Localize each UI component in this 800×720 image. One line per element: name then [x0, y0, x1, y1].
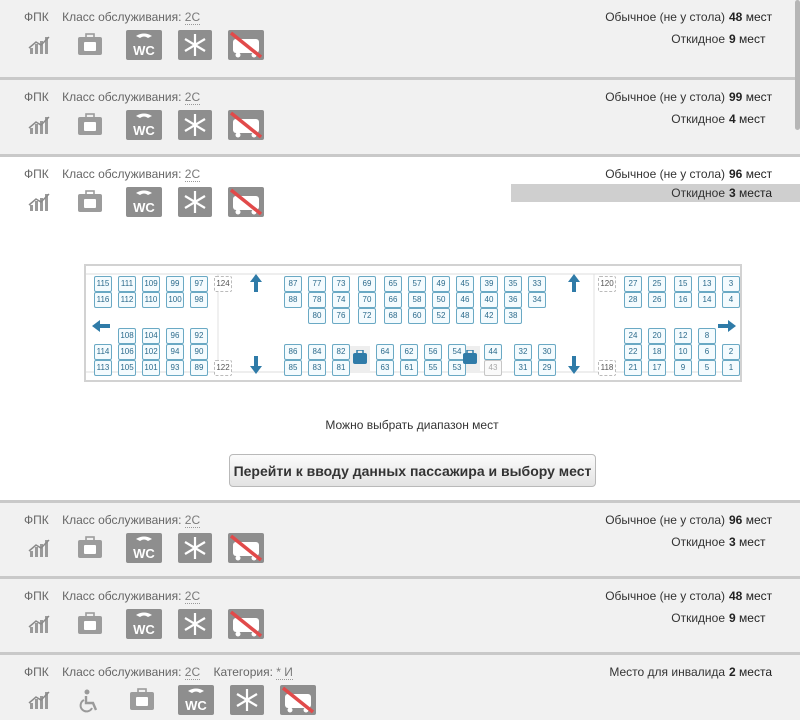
seat[interactable]: 87	[284, 276, 302, 292]
seat[interactable]: 102	[142, 344, 160, 360]
seat-info	[480, 90, 800, 134]
car-block[interactable]	[0, 655, 800, 720]
seat[interactable]: 80	[308, 308, 326, 324]
arrow-left-icon	[92, 320, 110, 332]
seat[interactable]: 50	[432, 292, 450, 308]
seat[interactable]: 96	[166, 328, 184, 344]
snowflake-icon	[178, 609, 212, 642]
seat[interactable]: 86	[284, 344, 302, 360]
luggage-icon	[128, 688, 156, 715]
class-label: Класс обслуживания:	[62, 513, 182, 527]
svg-text:WC: WC	[185, 698, 207, 713]
class-value[interactable]: 2С	[184, 167, 201, 181]
wc-icon	[178, 685, 214, 718]
svg-text:WC: WC	[133, 123, 155, 138]
svg-text:WC: WC	[133, 200, 155, 215]
luggage-icon	[76, 190, 104, 217]
carrier-label: ФПК	[24, 167, 49, 181]
arrow-down-icon	[250, 356, 262, 374]
class-value[interactable]: 2С	[184, 665, 201, 679]
seat[interactable]: 110	[142, 292, 160, 308]
signal-bars-icon	[28, 613, 50, 638]
car-block[interactable]	[0, 579, 800, 652]
luggage-icon	[76, 612, 104, 639]
seat-count: 96 мест	[729, 513, 773, 527]
seat[interactable]: 92	[190, 328, 208, 344]
seat-info	[480, 10, 800, 54]
seat-count: 3 мест	[729, 535, 766, 549]
seat-type: Место для инвалида	[609, 665, 725, 679]
no-pets-icon	[228, 30, 264, 63]
seat-row	[480, 112, 800, 134]
seat-count: 96 мест	[729, 167, 773, 181]
seat[interactable]: 28	[624, 292, 642, 308]
seat[interactable]: 48	[456, 308, 474, 324]
car-block[interactable]	[0, 80, 800, 154]
snowflake-icon	[178, 187, 212, 220]
seat-row	[480, 90, 800, 112]
car-meta	[24, 665, 293, 679]
seat[interactable]: 63	[376, 360, 394, 376]
seat[interactable]: 66	[384, 292, 402, 308]
seat[interactable]: 84	[308, 344, 326, 360]
seat-info	[480, 589, 800, 633]
seat[interactable]: 124	[214, 276, 232, 292]
arrow-down-icon	[568, 356, 580, 374]
carrier-label: ФПК	[24, 589, 49, 603]
seat-type: Откидное	[671, 32, 725, 46]
seat-count: 99 мест	[729, 90, 773, 104]
seat[interactable]: 97	[190, 276, 208, 292]
seat-type: Обычное (не у стола)	[605, 513, 725, 527]
car-block[interactable]	[0, 0, 800, 77]
seat[interactable]: 27	[624, 276, 642, 292]
seat[interactable]: 99	[166, 276, 184, 292]
seat[interactable]: 108	[118, 328, 136, 344]
wc-icon	[126, 30, 162, 63]
no-pets-icon	[228, 533, 264, 566]
luggage-icon	[76, 536, 104, 563]
seat[interactable]: 62	[400, 344, 418, 360]
seat[interactable]: 111	[118, 276, 136, 292]
seat[interactable]: 24	[624, 328, 642, 344]
seat[interactable]: 83	[308, 360, 326, 376]
seat[interactable]: 72	[358, 308, 376, 324]
seat[interactable]: 36	[504, 292, 522, 308]
arrow-up-icon	[568, 274, 580, 292]
seat[interactable]: 73	[332, 276, 350, 292]
wheelchair-icon	[78, 689, 100, 716]
seat-count: 4 мест	[729, 112, 766, 126]
wc-icon	[126, 609, 162, 642]
seat[interactable]: 78	[308, 292, 326, 308]
seat[interactable]: 45	[456, 276, 474, 292]
seat[interactable]: 32	[514, 344, 532, 360]
seat[interactable]: 98	[190, 292, 208, 308]
seat[interactable]: 33	[528, 276, 546, 292]
seat[interactable]: 61	[400, 360, 418, 376]
snowflake-icon	[178, 110, 212, 143]
seat[interactable]: 118	[598, 360, 616, 376]
car-meta	[24, 90, 200, 104]
seat[interactable]: 68	[384, 308, 402, 324]
seat-count: 2 места	[729, 665, 772, 679]
seat[interactable]: 69	[358, 276, 376, 292]
seat[interactable]: 40	[480, 292, 498, 308]
seat[interactable]: 20	[648, 328, 666, 344]
seat-count: 9 мест	[729, 32, 766, 46]
signal-bars-icon	[28, 689, 50, 714]
seat[interactable]: 10	[674, 344, 692, 360]
category-value[interactable]: * И	[276, 665, 293, 679]
seat[interactable]: 30	[538, 344, 556, 360]
seat[interactable]: 6	[698, 344, 716, 360]
seat[interactable]: 4	[722, 292, 740, 308]
seat-type: Откидное	[671, 535, 725, 549]
no-pets-icon	[280, 685, 316, 718]
signal-bars-icon	[28, 34, 50, 59]
seat[interactable]: 44	[484, 344, 502, 360]
seat-type: Обычное (не у стола)	[605, 589, 725, 603]
no-pets-icon	[228, 110, 264, 143]
seat[interactable]: 114	[94, 344, 112, 360]
seat[interactable]: 65	[384, 276, 402, 292]
class-value[interactable]: 2С	[184, 513, 201, 527]
seat-row	[480, 611, 800, 633]
seat[interactable]: 89	[190, 360, 208, 376]
seat-row	[480, 513, 800, 535]
class-label: Класс обслуживания:	[62, 167, 182, 181]
seat[interactable]: 104	[142, 328, 160, 344]
wc-icon	[126, 533, 162, 566]
class-label: Класс обслуживания:	[62, 589, 182, 603]
seat-info	[480, 665, 800, 687]
snowflake-icon	[230, 685, 264, 718]
luggage-icon	[76, 113, 104, 140]
class-label: Класс обслуживания:	[62, 90, 182, 104]
seat[interactable]: 17	[648, 360, 666, 376]
seat[interactable]: 112	[118, 292, 136, 308]
seat[interactable]: 42	[480, 308, 498, 324]
seat[interactable]: 113	[94, 360, 112, 376]
seat[interactable]: 94	[166, 344, 184, 360]
no-pets-icon	[228, 609, 264, 642]
seat[interactable]: 81	[332, 360, 350, 376]
seat[interactable]: 5	[698, 360, 716, 376]
seat[interactable]: 58	[408, 292, 426, 308]
seat[interactable]: 9	[674, 360, 692, 376]
seat[interactable]: 57	[408, 276, 426, 292]
seat[interactable]: 49	[432, 276, 450, 292]
wc-icon	[126, 187, 162, 220]
seat[interactable]: 90	[190, 344, 208, 360]
class-label: Класс обслуживания:	[62, 10, 182, 24]
luggage-icon	[462, 350, 478, 364]
seat[interactable]: 109	[142, 276, 160, 292]
seat-count: 48 мест	[729, 10, 773, 24]
wc-icon	[126, 110, 162, 143]
proceed-button[interactable]: Перейти к вводу данных пассажира и выбору мест	[229, 454, 596, 487]
scrollbar[interactable]	[795, 0, 800, 130]
seat[interactable]: 46	[456, 292, 474, 308]
seat[interactable]: 3	[722, 276, 740, 292]
class-value[interactable]: 2С	[184, 10, 201, 24]
seat[interactable]: 2	[722, 344, 740, 360]
seat[interactable]: 14	[698, 292, 716, 308]
seat[interactable]: 88	[284, 292, 302, 308]
class-label: Класс обслуживания:	[62, 665, 182, 679]
carrier-label: ФПК	[24, 10, 49, 24]
seat[interactable]: 64	[376, 344, 394, 360]
seat[interactable]: 100	[166, 292, 184, 308]
seat-type: Обычное (не у стола)	[605, 167, 725, 181]
seat[interactable]: 105	[118, 360, 136, 376]
luggage-icon	[76, 33, 104, 60]
seat[interactable]: 101	[142, 360, 160, 376]
signal-bars-icon	[28, 191, 50, 216]
seat[interactable]: 85	[284, 360, 302, 376]
seat[interactable]: 55	[424, 360, 442, 376]
category-label: Категория:	[213, 665, 273, 679]
seat[interactable]: 77	[308, 276, 326, 292]
seat[interactable]: 106	[118, 344, 136, 360]
seat[interactable]: 16	[674, 292, 692, 308]
signal-bars-icon	[28, 114, 50, 139]
seat[interactable]: 120	[598, 276, 616, 292]
seat[interactable]: 76	[332, 308, 350, 324]
arrow-up-icon	[250, 274, 262, 292]
carrier-label: ФПК	[24, 665, 49, 679]
svg-text:WC: WC	[133, 622, 155, 637]
seat-type: Обычное (не у стола)	[605, 90, 725, 104]
class-value[interactable]: 2С	[184, 90, 201, 104]
seat-type: Откидное	[671, 186, 725, 200]
seat[interactable]: 53	[448, 360, 466, 376]
carrier-label: ФПК	[24, 90, 49, 104]
seat-count: 9 мест	[729, 611, 766, 625]
car-block[interactable]	[0, 503, 800, 576]
seat[interactable]: 54	[448, 344, 466, 360]
seat-type: Откидное	[671, 112, 725, 126]
class-value[interactable]: 2С	[184, 589, 201, 603]
carrier-label: ФПК	[24, 513, 49, 527]
seat[interactable]: 34	[528, 292, 546, 308]
seat[interactable]: 116	[94, 292, 112, 308]
seat[interactable]: 52	[432, 308, 450, 324]
snowflake-icon	[178, 533, 212, 566]
seat-info	[480, 513, 800, 557]
seat[interactable]: 26	[648, 292, 666, 308]
seat-row[interactable]	[480, 184, 800, 202]
seat[interactable]: 74	[332, 292, 350, 308]
seat[interactable]: 70	[358, 292, 376, 308]
seat[interactable]: 35	[504, 276, 522, 292]
luggage-icon	[352, 350, 368, 364]
seat[interactable]: 29	[538, 360, 556, 376]
no-pets-icon	[228, 187, 264, 220]
seat-row	[480, 535, 800, 557]
range-note: Можно выбрать диапазон мест	[325, 418, 499, 432]
seat[interactable]: 82	[332, 344, 350, 360]
seat[interactable]: 43	[484, 360, 502, 376]
seat[interactable]: 122	[214, 360, 232, 376]
car-meta	[24, 589, 200, 603]
svg-text:WC: WC	[133, 546, 155, 561]
seat[interactable]: 1	[722, 360, 740, 376]
seat[interactable]: 15	[674, 276, 692, 292]
signal-bars-icon	[28, 537, 50, 562]
seat[interactable]: 22	[624, 344, 642, 360]
seat-row	[480, 665, 800, 687]
wagon-seat-map	[84, 264, 742, 382]
seat[interactable]: 93	[166, 360, 184, 376]
seat[interactable]: 38	[504, 308, 522, 324]
arrow-right-icon	[718, 320, 736, 332]
seat-count: 48 мест	[729, 589, 773, 603]
car-meta	[24, 10, 200, 24]
svg-text:WC: WC	[133, 43, 155, 58]
seat-row	[480, 10, 800, 32]
seat-row	[480, 589, 800, 611]
seat[interactable]: 25	[648, 276, 666, 292]
seat[interactable]: 60	[408, 308, 426, 324]
seat[interactable]: 13	[698, 276, 716, 292]
seat[interactable]: 21	[624, 360, 642, 376]
seat[interactable]: 18	[648, 344, 666, 360]
seat-row	[480, 32, 800, 54]
seat[interactable]: 56	[424, 344, 442, 360]
seat[interactable]: 8	[698, 328, 716, 344]
seat[interactable]: 31	[514, 360, 532, 376]
seat[interactable]: 12	[674, 328, 692, 344]
seat-count: 3 места	[729, 186, 772, 200]
seat-type: Обычное (не у стола)	[605, 10, 725, 24]
seat-type: Откидное	[671, 611, 725, 625]
seat[interactable]: 115	[94, 276, 112, 292]
car-meta	[24, 513, 200, 527]
snowflake-icon	[178, 30, 212, 63]
car-meta	[24, 167, 200, 181]
seat[interactable]: 39	[480, 276, 498, 292]
